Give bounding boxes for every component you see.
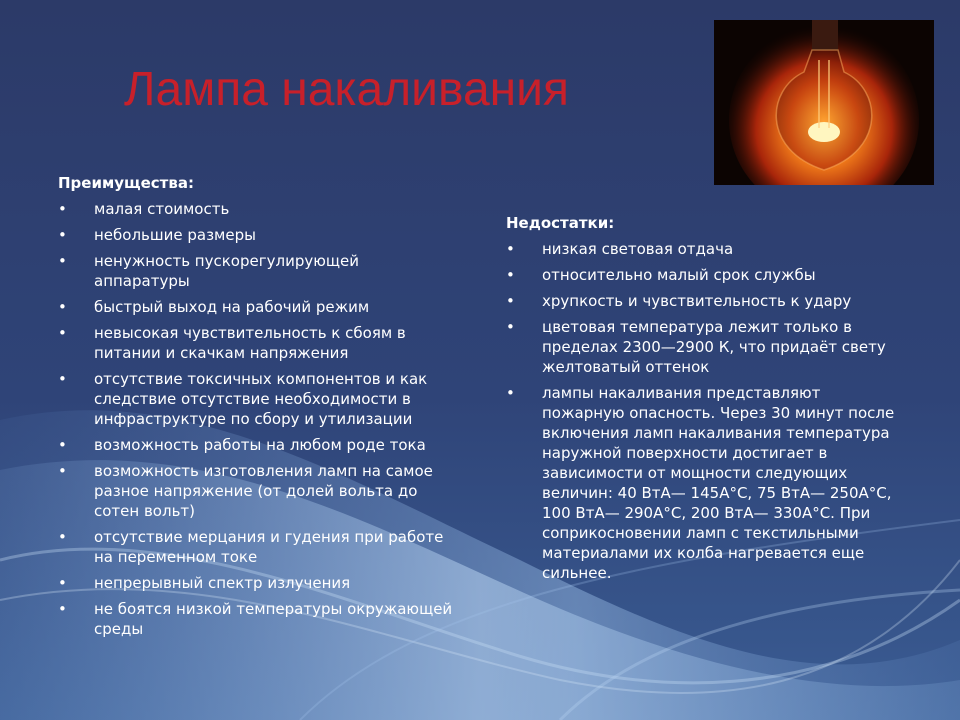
list-item: • быстрый выход на рабочий режим <box>58 297 458 317</box>
advantages-list <box>58 199 458 639</box>
list-item: • относительно малый срок службы <box>506 265 906 285</box>
light-bulb-photo <box>714 20 934 185</box>
list-item: • лампы накаливания представляют пожарную опасность. Через 30 минут после включения ламп накаливания температура наружной поверхности достигает в зависимости от мощности следующих величин: 40 ВтА— 145А°С, 75 ВтА— 250А°С, 100 ВтА— 290А°С, 200 ВтА— 330А°С. При соприкосновении ламп с текстильными материалами их колба нагревается еще сильнее. <box>506 383 906 583</box>
list-item: • малая стоимость <box>58 199 458 219</box>
list-item: • невысокая чувствительность к сбоям в питании и скачкам напряжения <box>58 323 458 363</box>
list-item: • возможность изготовления ламп на самое разное напряжение (от долей вольта до сотен вольт) <box>58 461 458 521</box>
slide-title: Лампа накаливания <box>124 63 569 116</box>
list-item: • отсутствие мерцания и гудения при работе на переменном токе <box>58 527 458 567</box>
list-item: • хрупкость и чувствительность к удару <box>506 291 906 311</box>
list-item: • возможность работы на любом роде тока <box>58 435 458 455</box>
disadvantages-list <box>506 239 906 583</box>
list-item: • небольшие размеры <box>58 225 458 245</box>
list-item: • отсутствие токсичных компонентов и как следствие отсутствие необходимости в инфраструктуре по сбору и утилизации <box>58 369 458 429</box>
list-item: • цветовая температура лежит только в пределах 2300—2900 К, что придаёт свету желтоватый оттенок <box>506 317 906 377</box>
list-item: • ненужность пускорегулирующей аппаратуры <box>58 251 458 291</box>
light-bulb-icon <box>714 20 934 185</box>
list-item: • низкая световая отдача <box>506 239 906 259</box>
list-item: • непрерывный спектр излучения <box>58 573 458 593</box>
advantages-section <box>58 173 458 645</box>
advantages-heading: Преимущества: <box>58 174 194 192</box>
disadvantages-section <box>506 213 906 589</box>
list-item: • не боятся низкой температуры окружающей среды <box>58 599 458 639</box>
disadvantages-heading: Недостатки: <box>506 214 615 232</box>
